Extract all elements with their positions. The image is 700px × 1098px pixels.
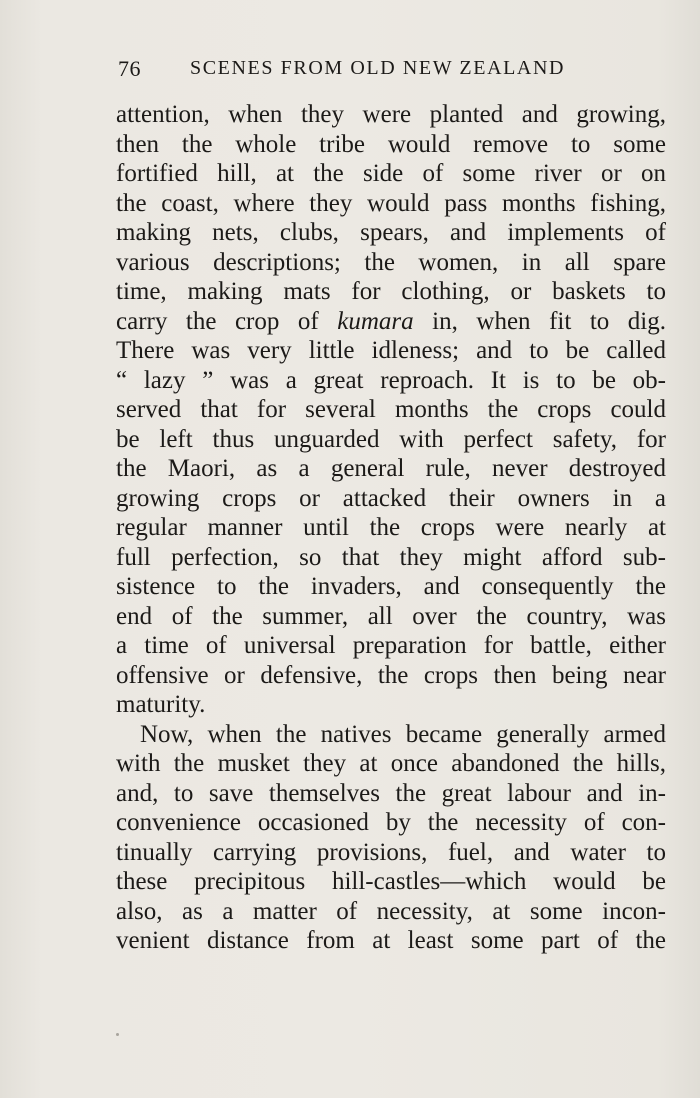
text-line: and, to save themselves the great labour and in-	[116, 779, 666, 807]
page-number: 76	[118, 56, 141, 81]
text-line: regular manner until the crops were nearly at	[116, 514, 666, 541]
text-line: growing crops or attacked their owners in a	[116, 484, 666, 512]
text-line: a time of universal preparation for battle, either	[116, 632, 666, 659]
text-line: fortified hill, at the side of some river or on	[116, 160, 666, 187]
text-fragment: carry the crop of	[116, 307, 319, 335]
text-line: end of the summer, all over the country, was	[116, 602, 666, 630]
text-line: full perfection, so that they might afford sub-	[116, 543, 666, 571]
text-line: convenience occasioned by the necessity of con-	[116, 809, 666, 836]
italic-term: kumara	[337, 307, 414, 335]
text-line: also, as a matter of necessity, at some incon-	[116, 897, 666, 925]
text-line-with-italic	[116, 307, 666, 337]
text-line: be left thus unguarded with perfect safety, for	[116, 425, 666, 453]
running-title: SCENES FROM OLD NEW ZEALAND	[190, 57, 566, 79]
text-line: offensive or defensive, the crops then being near	[116, 661, 666, 689]
text-line: attention, when they were planted and growing,	[116, 101, 666, 128]
paper-speck	[116, 1033, 119, 1036]
body-text	[116, 100, 666, 956]
text-line: served that for several months the crops could	[116, 396, 666, 423]
text-line: making nets, clubs, spears, and implements of	[116, 219, 666, 246]
text-line: tinually carrying provisions, fuel, and water to	[116, 838, 666, 866]
text-line-paragraph-end: maturity.	[116, 691, 206, 718]
text-line: “ lazy ” was a great reproach. It is to be ob-	[116, 366, 666, 394]
text-line: sistence to the invaders, and consequently the	[116, 573, 666, 600]
text-line: venient distance from at least some part of the	[116, 927, 666, 954]
text-line: various descriptions; the women, in all spare	[116, 248, 666, 276]
text-line: these precipitous hill-castles—which would be	[116, 868, 666, 895]
text-fragment: in, when fit to dig.	[432, 307, 666, 335]
text-line: There was very little idleness; and to be called	[116, 337, 666, 364]
page-header	[118, 56, 602, 86]
text-line-paragraph-start: Now, when the natives became generally armed	[140, 720, 666, 748]
text-line: the Maori, as a general rule, never destroyed	[116, 455, 666, 482]
text-line: then the whole tribe would remove to some	[116, 130, 666, 158]
text-line: the coast, where they would pass months fishing,	[116, 189, 666, 217]
text-line: time, making mats for clothing, or baskets to	[116, 278, 666, 305]
text-line: with the musket they at once abandoned the hills,	[116, 750, 666, 777]
